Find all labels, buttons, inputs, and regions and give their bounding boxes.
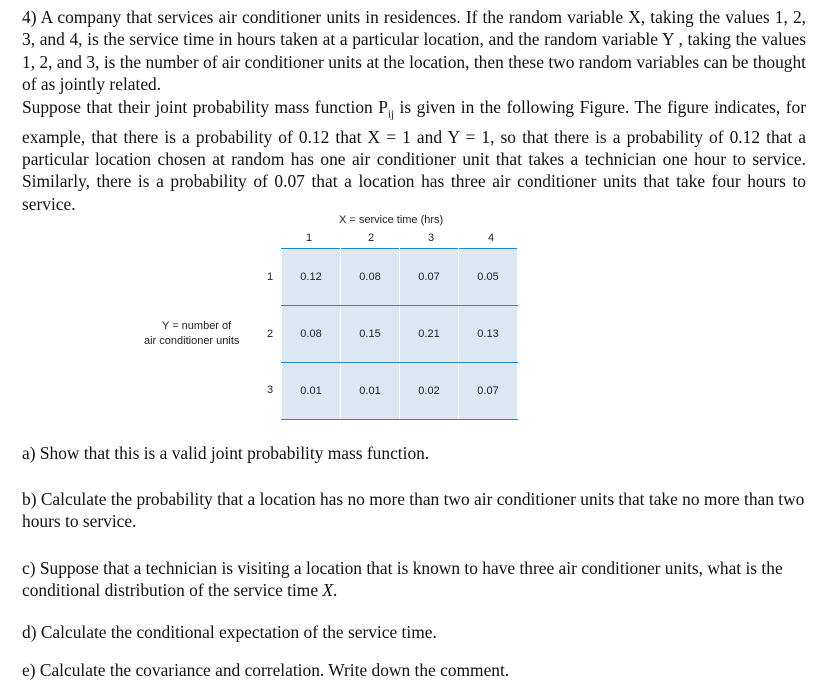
pmf-cell-y2-x3: 0.21 xyxy=(400,306,459,363)
pmf-cell-y1-x1: 0.12 xyxy=(282,249,341,306)
question-c-period: . xyxy=(333,580,338,601)
question-b: b) Calculate the probability that a location has no more than two air conditioner units that take no more than two hours to service. xyxy=(22,489,805,532)
y-axis-title-line-2: air conditioner units xyxy=(144,335,240,347)
question-d: d) Calculate the conditional expectation of the service time. xyxy=(22,622,437,642)
x-value-4: 4 xyxy=(488,232,495,244)
question-c-variable: X xyxy=(322,580,334,601)
question-c xyxy=(22,557,806,602)
problem-statement xyxy=(22,6,806,215)
pmf-table xyxy=(281,248,518,420)
pmf-row-y2 xyxy=(282,306,518,363)
pmf-cell-y3-x2: 0.01 xyxy=(341,363,400,420)
x-value-1: 1 xyxy=(306,232,313,244)
question-c-text: c) Suppose that a technician is visiting a location that is known to have three air conditioner units, what is the conditional distribution of the service time xyxy=(22,558,783,601)
pmf-cell-y2-x2: 0.15 xyxy=(341,306,400,363)
pmf-cell-y3-x1: 0.01 xyxy=(282,363,341,420)
problem-paragraph-1: 4) A company that services air conditioner units in residences. If the random variable X, taking the values 1, 2, 3, and 4, is the service time in hours taken at a particular location, and the random variable Y , taking the values 1, 2, and 3, is the number of air conditioner units at the location, then these two random variables can be thought of as jointly related. xyxy=(22,7,806,95)
x-axis-title: X = service time (hrs) xyxy=(339,214,444,226)
pmf-cell-y1-x3: 0.07 xyxy=(400,249,459,306)
pmf-row-y3 xyxy=(282,363,518,420)
question-a: a) Show that this is a valid joint probability mass function. xyxy=(22,443,430,463)
pmf-cell-y1-x2: 0.08 xyxy=(341,249,400,306)
question-e: e) Calculate the covariance and correlation. Write down the comment. xyxy=(22,660,510,680)
pmf-cell-y2-x1: 0.08 xyxy=(282,306,341,363)
x-value-3: 3 xyxy=(428,232,435,244)
y-value-3: 3 xyxy=(267,384,274,396)
pmf-cell-y2-x4: 0.13 xyxy=(459,306,518,363)
pmf-cell-y3-x4: 0.07 xyxy=(459,363,518,420)
para2-start: Suppose that their joint probability mass function P xyxy=(22,96,388,117)
para2-rest: is given in the following Figure. The figure indicates, for example, that there is a probability of 0.12 that X = 1 and Y = 1, so that there is a probability of 0.12 that a particular location chosen at random has one air conditioner unit that takes a technician one hour to service. Similarly, there is a probability of 0.07 that a location has three air conditioner units that take four hours to service. xyxy=(22,96,806,214)
y-value-2: 2 xyxy=(267,328,274,340)
pmf-cell-y1-x4: 0.05 xyxy=(459,249,518,306)
y-axis-title-line-1: Y = number of xyxy=(162,320,232,332)
problem-paragraph-2 xyxy=(22,96,806,216)
pmf-subscript: ij xyxy=(387,108,395,121)
pmf-cell-y3-x3: 0.02 xyxy=(400,363,459,420)
y-value-1: 1 xyxy=(267,271,274,283)
x-value-2: 2 xyxy=(368,232,375,244)
pmf-row-y1 xyxy=(282,249,518,306)
